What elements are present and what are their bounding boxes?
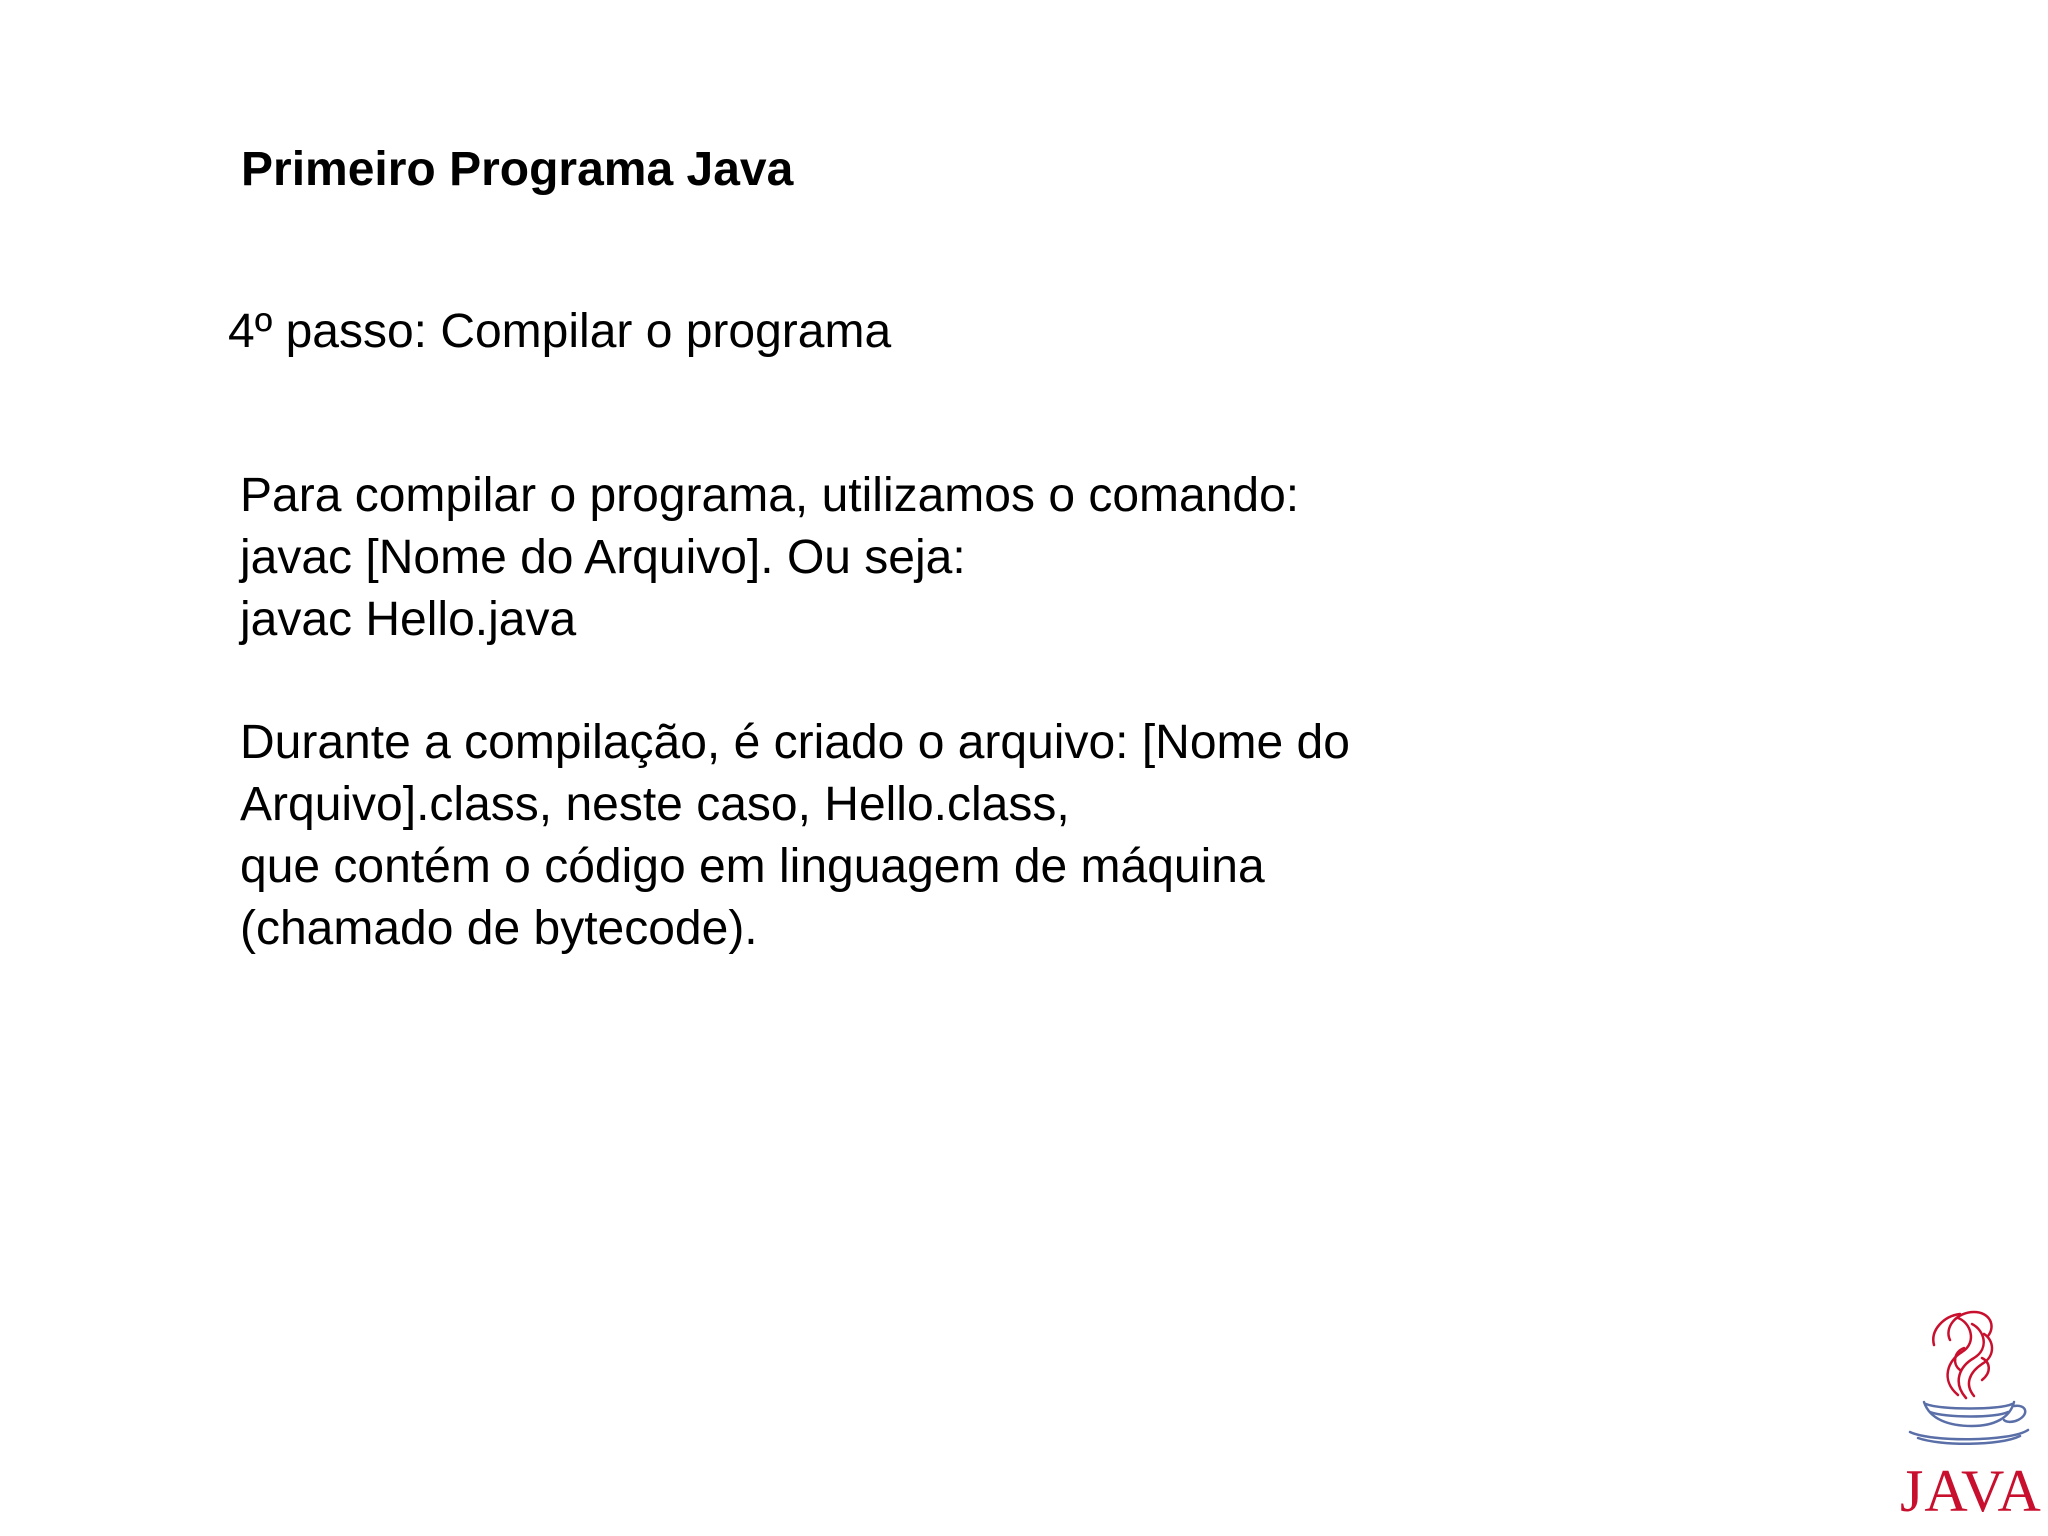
text-line: Arquivo].class, neste caso, Hello.class, [240,778,1070,831]
text-line: javac Hello.java [240,593,577,646]
slide-title: Primeiro Programa Java [241,143,794,196]
compile-command-paragraph [240,465,1299,651]
text-line: Durante a compilação, é criado o arquivo: [Nome do [240,716,1350,769]
java-logo [1900,1300,2040,1525]
text-line: Para compilar o programa, utilizamos o comando: [240,469,1300,522]
java-wordmark: JAVA [1900,1458,2042,1524]
text-line: que contém o código em linguagem de máquina [240,840,1265,893]
text-line: javac [Nome do Arquivo]. Ou seja: [240,531,966,584]
java-coffee-cup-icon [1900,1300,2040,1465]
text-line: (chamado de bytecode). [240,902,758,955]
bytecode-paragraph [240,712,1350,960]
step-heading: 4º passo: Compilar o programa [228,305,892,358]
